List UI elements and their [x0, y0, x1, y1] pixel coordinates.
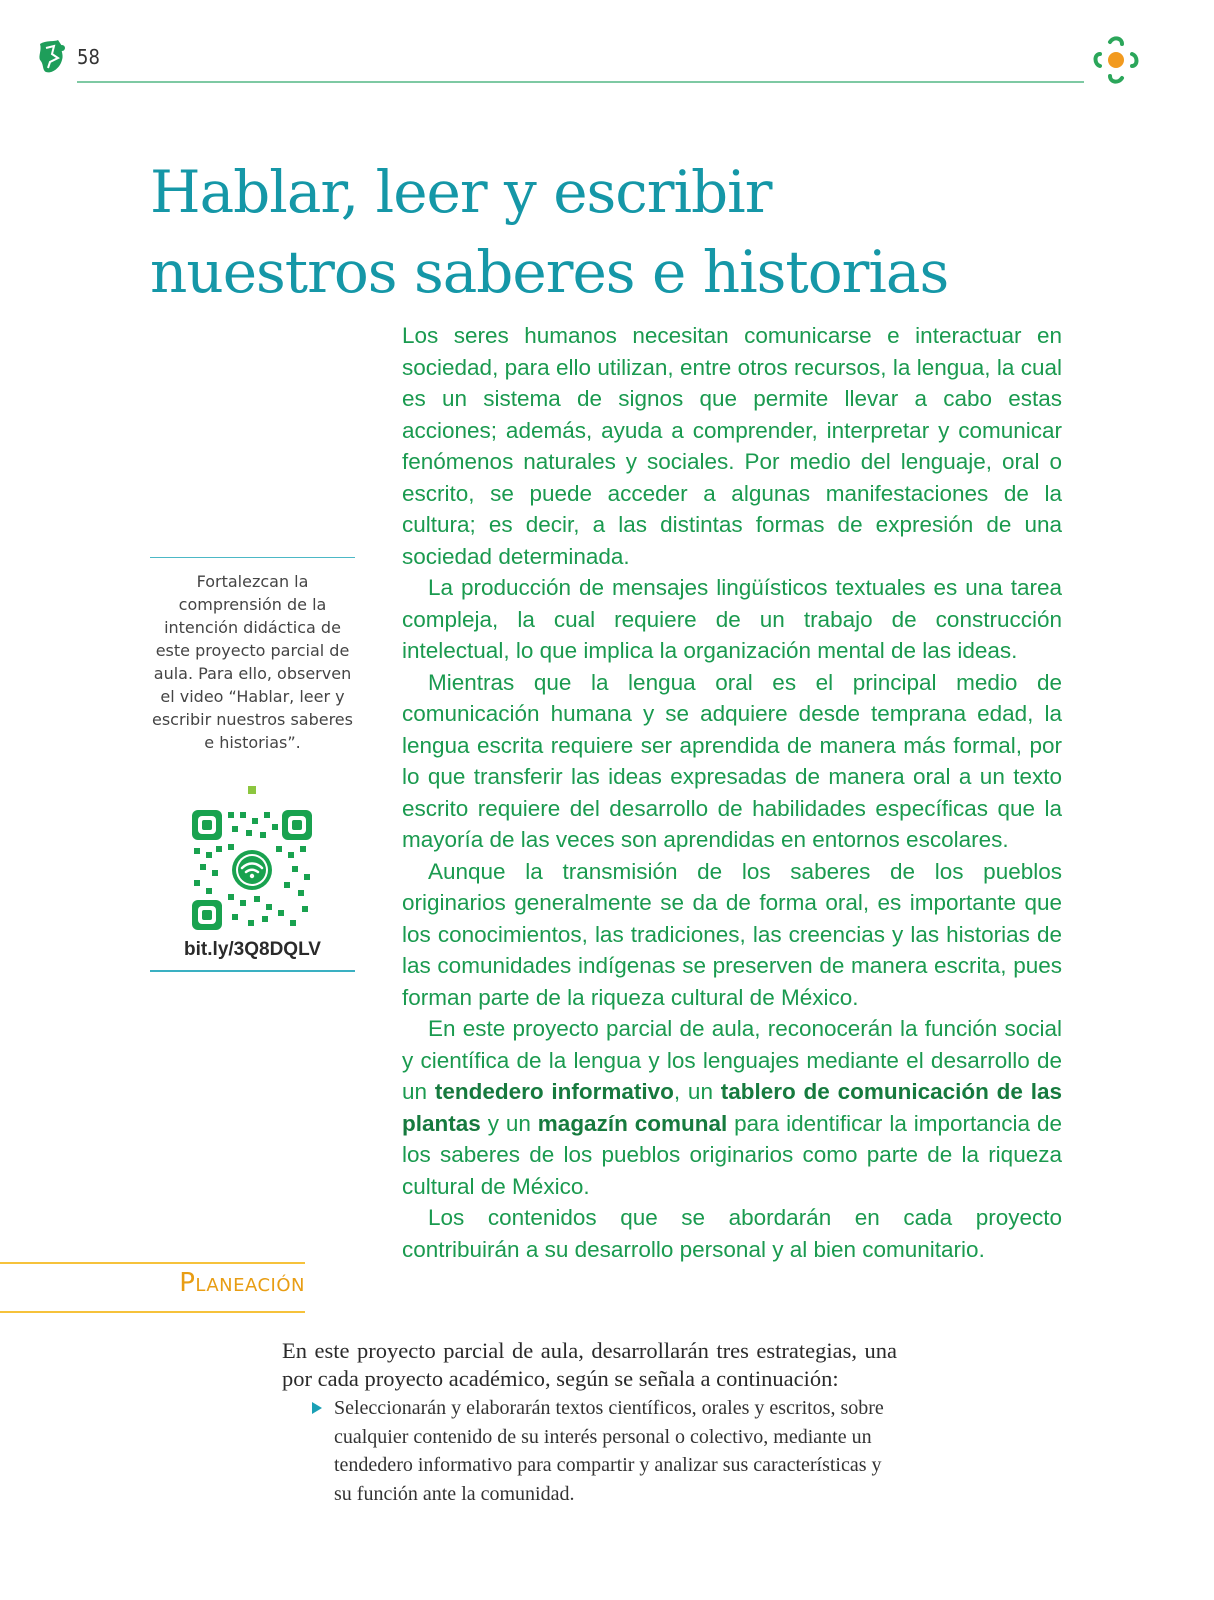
series-logo-icon [1088, 32, 1144, 88]
header-rule [77, 81, 1084, 83]
term-tendedero: tendedero informativo [434, 1079, 674, 1104]
planeacion-intro: En este proyecto parcial de aula, desarrollarán tres estrategias, una por cada proyecto académico, según se señala a continuación: [282, 1338, 897, 1391]
term-tablero: tablero de comunicación de las plantas [402, 1079, 1062, 1136]
paragraph-3: Mientras que la lengua oral es el principal medio de comunicación humana y se adquiere desde temprana edad, la lengua escrita requiere ser aprendida de manera más formal, por lo que transferir las ideas expresadas de manera oral a un texto escrito requiere del desarrollo de habilidades específicas que la mayoría de las veces son aprendidas en entornos escolares. [402, 669, 1062, 852]
book-logo-icon [36, 38, 68, 76]
list-item [334, 1394, 896, 1508]
term-magazin: magazín comunal [537, 1110, 728, 1136]
paragraph-4: Aunque la transmisión de los saberes de los pueblos originarios generalmente se da de forma oral, es importante que los conocimientos, las tradiciones, las creencias y las historias de las comunidades indígenas se preserven de manera escrita, pues forman parte de la riqueza cultural de México. [402, 858, 1062, 1010]
planeacion-rule-bottom [0, 1311, 305, 1313]
paragraph-5-part-d: para identificar la importancia de los saberes de los pueblos originarios como parte de la riqueza cultural de México. [402, 1110, 1062, 1199]
video-sidebar [150, 557, 355, 972]
title-line-1: Hablar, leer y escribir [150, 158, 772, 226]
triangle-bullet-icon [312, 1402, 322, 1414]
title-line-2: nuestros saberes e historias [150, 238, 949, 306]
green-square-icon [248, 786, 256, 794]
paragraph-6: Los contenidos que se abordarán en cada proyecto contribuirán a su desarrollo personal y al bien comunitario. [402, 1205, 1062, 1262]
paragraph-5 [402, 1013, 1062, 1202]
strategy-list [334, 1394, 896, 1508]
planeacion-rule-top [0, 1262, 305, 1264]
list-item-text: Seleccionarán y elaborarán textos científicos, orales y escritos, sobre cualquier contenido de su interés personal o colectivo, mediante un tendedero informativo para compartir y analizar sus características y su función ante la comunidad. [334, 1397, 884, 1505]
qr-code-icon[interactable] [192, 810, 312, 930]
page-number: 58 [77, 45, 100, 69]
paragraph-2: La producción de mensajes lingüísticos textuales es una tarea compleja, la cual requiere de un trabajo de construcción intelectual, lo que implica la organización mental de las ideas. [402, 575, 1062, 663]
paragraph-5-part-a: En este proyecto parcial de aula, reconocerán la función social y científica de la lengua y los lenguajes mediante el desarrollo de un [402, 1016, 1062, 1104]
paragraph-5-part-b: , un [673, 1079, 721, 1104]
body-text [402, 320, 1062, 1265]
paragraph-1: Los seres humanos necesitan comunicarse e interactuar en sociedad, para ello utilizan, entre otros recursos, la lengua, la cual es un sistema de signos que permite llevar a cabo estas acciones; además, ayuda a comprender, interpretar y comunicar fenómenos naturales y sociales. Por medio del lenguaje, oral o escrito, se puede acceder a algunas manifestaciones de la cultura; es decir, a las distintas formas de expresión de una sociedad determinada. [402, 323, 1062, 569]
sidebar-text: Fortalezcan la comprensión de la intención didáctica de este proyecto parcial de aula. Para ello, observen el video “Hablar, leer y escribir nuestros saberes e historias”. [152, 572, 353, 752]
planeacion-heading: Planeación [179, 1268, 305, 1298]
page-title [150, 152, 950, 312]
video-link[interactable]: bit.ly/3Q8DQLV [184, 939, 321, 960]
paragraph-5-part-c: y un [480, 1110, 538, 1136]
